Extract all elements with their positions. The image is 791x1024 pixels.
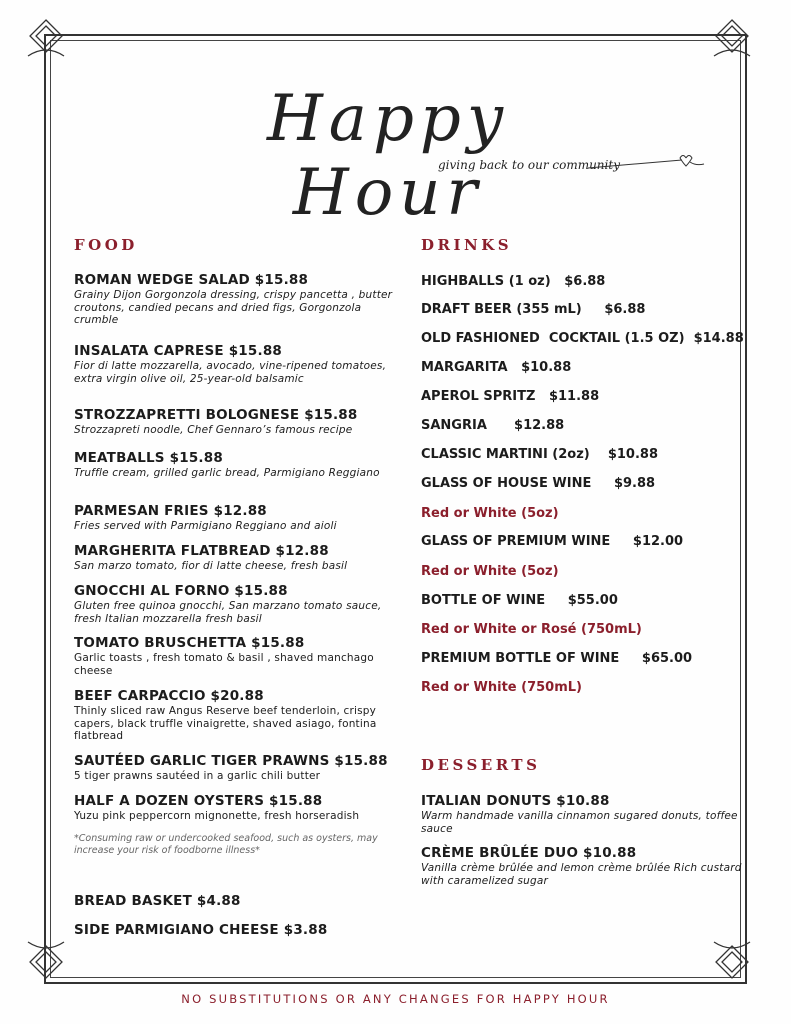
food-item-name: MEATBALLS $15.88: [74, 450, 223, 466]
food-item-desc: Yuzu pink peppercorn mignonette, fresh horseradish: [74, 810, 360, 822]
food-item-name: SAUTÉED GARLIC TIGER PRAWNS $15.88: [74, 753, 388, 769]
food-item-name: BEEF CARPACCIO $20.88: [74, 688, 264, 704]
food-item-desc: San marzo tomato, fior di latte cheese, fresh basil: [74, 560, 348, 572]
food-item-name: SIDE PARMIGIANO CHEESE $3.88: [74, 922, 328, 938]
food-item: [74, 272, 404, 327]
food-item-desc: Strozzapreti noodle, Chef Gennaro’s famous recipe: [74, 424, 353, 436]
food-item-name: STROZZAPRETTI BOLOGNESE $15.88: [74, 407, 358, 423]
food-item-desc: Grainy Dijon Gorgonzola dressing, crispy pancetta , butter croutons, candied pecans and dried figs, Gorgonzola crumble: [74, 289, 393, 326]
menu-subtitle: giving back to our community: [438, 158, 620, 172]
food-item: [74, 793, 404, 823]
food-item: [74, 543, 404, 573]
drink-item: BOTTLE OF WINE $55.00: [421, 593, 618, 608]
ornament-top-right-icon: [710, 16, 754, 60]
food-item: [74, 688, 404, 743]
heart-swash-icon: [586, 150, 706, 180]
food-item: [74, 450, 404, 480]
drink-item: GLASS OF HOUSE WINE $9.88: [421, 476, 656, 491]
food-item-name: TOMATO BRUSCHETTA $15.88: [74, 635, 305, 651]
drink-variant: Red or White or Rosé (750mL): [421, 622, 642, 637]
food-item-desc: 5 tiger prawns sautéed in a garlic chili butter: [74, 770, 321, 782]
food-item: [74, 583, 404, 625]
ornament-top-left-icon: [24, 16, 68, 60]
dessert-item-name: CRÈME BRÛLÉE DUO $10.88: [421, 845, 637, 861]
food-item: [74, 343, 404, 385]
drink-item: GLASS OF PREMIUM WINE $12.00: [421, 534, 684, 549]
drink-item: SANGRIA $12.88: [421, 418, 565, 433]
dessert-item-desc: Warm handmade vanilla cinnamon sugared donuts, toffee sauce: [421, 810, 738, 835]
drink-item: MARGARITA $10.88: [421, 360, 572, 375]
drink-item: OLD FASHIONED COCKTAIL (1.5 OZ) $14.88: [421, 331, 744, 346]
dessert-item: [421, 793, 751, 835]
drink-variant: Red or White (5oz): [421, 506, 559, 521]
food-item-name: BREAD BASKET $4.88: [74, 893, 241, 909]
menu-title: Happy Hour: [266, 82, 510, 230]
dessert-item-desc: Vanilla crème brûlée and lemon crème brûlée Rich custard with caramelized sugar: [421, 862, 742, 887]
food-item-desc: Gluten free quinoa gnocchi, San marzano tomato sauce, fresh Italian mozzarella fresh basil: [74, 600, 382, 625]
food-item-name: PARMESAN FRIES $12.88: [74, 503, 267, 519]
foodborne-illness-note: *Consuming raw or undercooked seafood, such as oysters, may increase your risk of foodborne illness*: [74, 833, 378, 856]
food-item: [74, 753, 404, 783]
drink-item: HIGHBALLS (1 oz) $6.88: [421, 274, 606, 289]
ornament-bottom-left-icon: [24, 938, 68, 982]
food-item: [74, 503, 404, 533]
food-item-desc: Thinly sliced raw Angus Reserve beef tenderloin, crispy capers, black truffle vinaigrette, shaved asiago, fontina flatbread: [74, 705, 377, 742]
drink-item: PREMIUM BOTTLE OF WINE $65.00: [421, 651, 693, 666]
dessert-item-name: ITALIAN DONUTS $10.88: [421, 793, 610, 809]
drink-item: DRAFT BEER (355 mL) $6.88: [421, 302, 646, 317]
desserts-heading: DESSERTS: [421, 756, 541, 774]
food-extra-item: [74, 922, 404, 939]
food-item-name: INSALATA CAPRESE $15.88: [74, 343, 283, 359]
food-item-name: HALF A DOZEN OYSTERS $15.88: [74, 793, 323, 809]
ornament-bottom-right-icon: [710, 938, 754, 982]
dessert-item: [421, 845, 751, 887]
drinks-heading: DRINKS: [421, 236, 513, 254]
drink-item: APEROL SPRITZ $11.88: [421, 389, 600, 404]
food-heading: FOOD: [74, 236, 138, 254]
food-item-desc: Fries served with Parmigiano Reggiano and aioli: [74, 520, 337, 532]
food-item-name: GNOCCHI AL FORNO $15.88: [74, 583, 288, 599]
food-item: [74, 407, 404, 437]
food-item: [74, 635, 404, 677]
food-item-desc: Truffle cream, grilled garlic bread, Parmigiano Reggiano: [74, 467, 380, 479]
food-item-desc: Fior di latte mozzarella, avocado, vine-ripened tomatoes, extra virgin olive oil, 25-year-old balsamic: [74, 360, 387, 385]
drink-variant: Red or White (750mL): [421, 680, 582, 695]
food-item-desc: Garlic toasts , fresh tomato & basil , shaved manchago cheese: [74, 652, 374, 677]
footer-notice: NO SUBSTITUTIONS OR ANY CHANGES FOR HAPPY HOUR: [181, 992, 610, 1006]
drink-variant: Red or White (5oz): [421, 564, 559, 579]
drink-item: CLASSIC MARTINI (2oz) $10.88: [421, 447, 658, 462]
food-item-name: ROMAN WEDGE SALAD $15.88: [74, 272, 309, 288]
food-extra-item: [74, 893, 404, 910]
food-item-name: MARGHERITA FLATBREAD $12.88: [74, 543, 329, 559]
